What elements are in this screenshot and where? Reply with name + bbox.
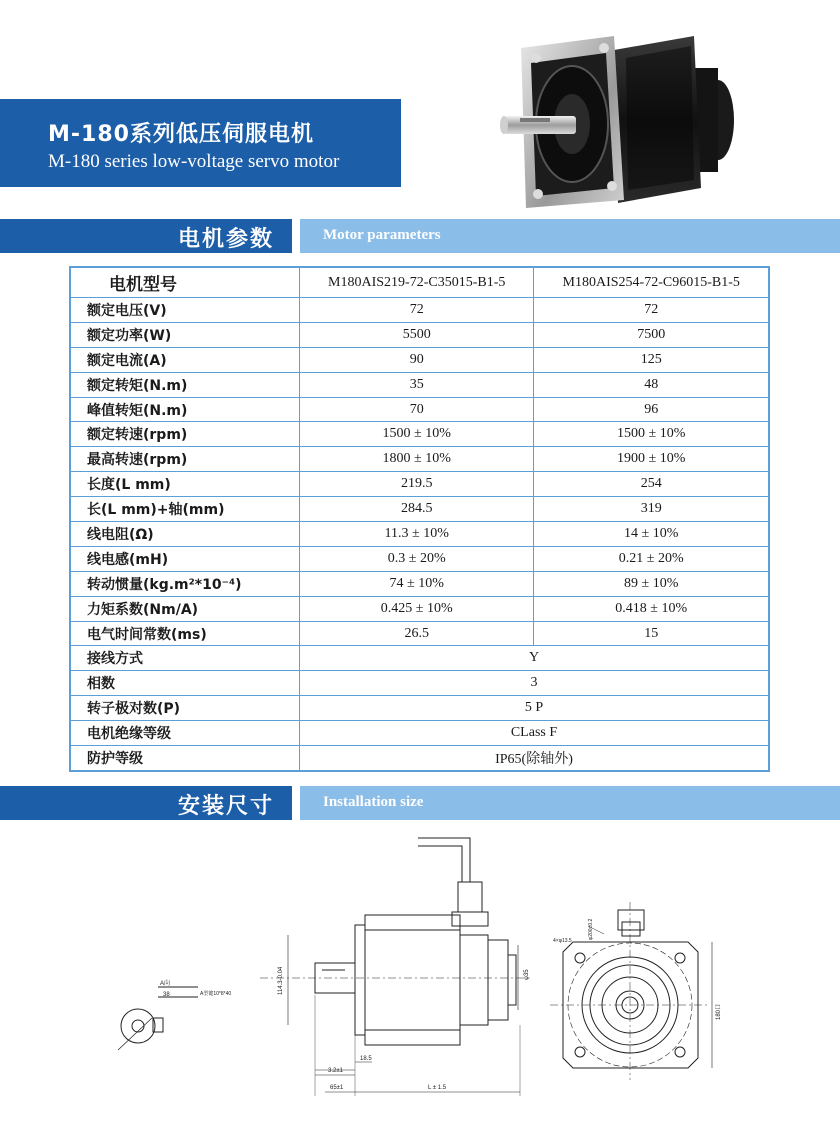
param-label: 转动惯量(kg.m²*10⁻⁴) [70,571,300,596]
param-label: 最高转速(rpm) [70,447,300,472]
table-row [70,322,769,347]
param-value-shared: Y [300,646,770,671]
servo-motor-image [496,28,746,213]
page-title-en: M-180 series low-voltage servo motor [48,151,340,172]
dim-180-label: 180口 [716,1003,722,1020]
table-row [70,721,769,746]
table-row [70,571,769,596]
param-value-model-2: 96 [534,397,769,422]
param-value-model-1: 35 [300,372,534,397]
param-value-model-2: 48 [534,372,769,397]
model-1: M180AIS219-72-C35015-B1-5 [300,267,534,298]
table-row [70,447,769,472]
section-title-cn: 电机参数 [178,227,275,252]
param-value-model-1: 90 [300,347,534,372]
param-value-model-2: 15 [534,621,769,646]
param-label: 电机绝缘等级 [70,721,300,746]
header-label: 电机型号 [70,267,300,298]
table-row [70,347,769,372]
table-row [70,696,769,721]
param-value-model-1: 5500 [300,322,534,347]
param-value-model-1: 284.5 [300,497,534,522]
motor-parameters-table [69,266,770,772]
motor-side-view [260,838,530,1096]
param-value-model-2: 0.21 ± 20% [534,546,769,571]
param-label: 相数 [70,671,300,696]
section-title-en: Installation size [323,794,424,810]
table-row [70,472,769,497]
param-label: 线电阻(Ω) [70,522,300,547]
param-value-model-2: 14 ± 10% [534,522,769,547]
param-label: 线电感(mH) [70,546,300,571]
table-row [70,522,769,547]
installation-drawing [0,830,840,1132]
dim-18-5-label: 18.5 [360,1056,372,1062]
table-row [70,596,769,621]
table-row [70,671,769,696]
table-row [70,621,769,646]
section-banner-install [0,786,840,820]
param-label: 长度(L mm) [70,472,300,497]
param-label: 额定功率(W) [70,322,300,347]
param-label: 转子极对数(P) [70,696,300,721]
param-value-model-2: 72 [534,298,769,323]
param-label: 额定转矩(N.m) [70,372,300,397]
param-value-model-2: 7500 [534,322,769,347]
param-value-model-1: 11.3 ± 10% [300,522,534,547]
model-2: M180AIS254-72-C96015-B1-5 [534,267,769,298]
param-label: 峰值转矩(N.m) [70,397,300,422]
table-row [70,646,769,671]
key-a-label: A向 [160,981,171,987]
param-label: 额定转速(rpm) [70,422,300,447]
param-value-model-1: 70 [300,397,534,422]
dim-200-label: φ200±0.2 [588,918,594,940]
param-value-shared: CLass F [300,721,770,746]
param-value-model-2: 0.418 ± 10% [534,596,769,621]
table-row [70,546,769,571]
page-title-cn: M-180系列低压伺服电机 [48,122,314,147]
param-label: 力矩系数(Nm/A) [70,596,300,621]
section-title-cn: 安装尺寸 [178,794,275,819]
param-value-model-2: 319 [534,497,769,522]
param-label: 防护等级 [70,746,300,771]
param-value-model-1: 72 [300,298,534,323]
param-value-shared: IP65(除轴外) [300,746,770,771]
section-banner-params [0,219,840,253]
param-label: 接线方式 [70,646,300,671]
param-value-model-1: 26.5 [300,621,534,646]
title-block [0,99,401,187]
table-row [70,497,769,522]
param-value-model-2: 254 [534,472,769,497]
dim-holes-label: 4×φ13.5 [553,938,572,944]
param-label: 额定电流(A) [70,347,300,372]
param-label: 长(L mm)+轴(mm) [70,497,300,522]
param-value-model-1: 1800 ± 10% [300,447,534,472]
dim-114-label: 114.3-0.04 [278,966,284,995]
shaft-key-detail [118,979,231,1050]
param-value-model-1: 1500 ± 10% [300,422,534,447]
param-value-shared: 3 [300,671,770,696]
table-row [70,746,769,771]
table-row [70,372,769,397]
motor-front-view [550,902,722,1080]
param-value-model-2: 1900 ± 10% [534,447,769,472]
section-title-en: Motor parameters [323,227,441,243]
param-value-model-1: 74 ± 10% [300,571,534,596]
table-row [70,397,769,422]
key-38-label: 38 [163,992,170,998]
param-value-model-2: 1500 ± 10% [534,422,769,447]
param-value-model-2: 89 ± 10% [534,571,769,596]
table-row [70,422,769,447]
param-value-model-1: 0.3 ± 20% [300,546,534,571]
dim-l-label: L ± 1.5 [428,1085,447,1091]
param-label: 额定电压(V) [70,298,300,323]
key-note-label: A型键10*8*40 [200,991,232,997]
dim-3-2-label: 3.2±1 [328,1068,343,1074]
dim-65-label: 65±1 [330,1085,344,1091]
dim-35-label: φ35 [524,969,530,980]
table-row [70,298,769,323]
param-label: 电气时间常数(ms) [70,621,300,646]
param-value-shared: 5 P [300,696,770,721]
param-value-model-1: 0.425 ± 10% [300,596,534,621]
table-header-row [70,267,769,298]
param-value-model-2: 125 [534,347,769,372]
param-value-model-1: 219.5 [300,472,534,497]
